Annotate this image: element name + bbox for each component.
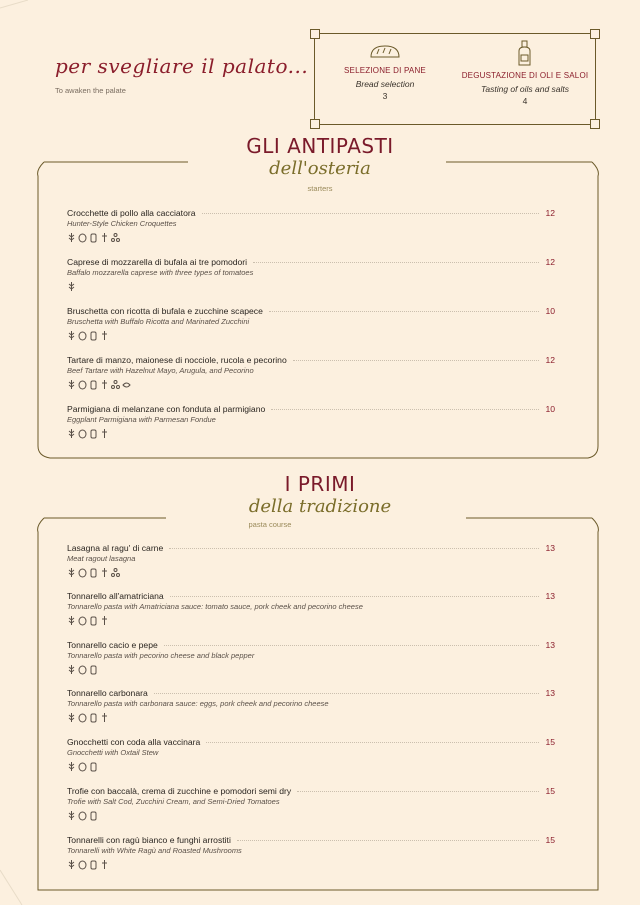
allergen-icons (67, 567, 555, 578)
gluten-icon (67, 761, 76, 772)
item-price: 13 (545, 591, 555, 601)
item-price: 12 (545, 257, 555, 267)
celery-icon (100, 859, 109, 870)
egg-icon (78, 567, 87, 578)
celery-icon (100, 330, 109, 341)
gluten-icon (67, 810, 76, 821)
allergen-icons (67, 810, 555, 821)
leader-dots (253, 262, 539, 263)
milk-icon (89, 232, 98, 243)
leader-dots (269, 311, 539, 312)
item-price: 12 (545, 355, 555, 365)
oil-tasting (455, 34, 595, 106)
allergen-icons (67, 761, 555, 772)
leader-dots (297, 791, 539, 792)
lupin-icon (111, 232, 120, 243)
menu-item (67, 591, 555, 626)
item-price: 10 (545, 306, 555, 316)
celery-icon (100, 379, 109, 390)
item-name: Tartare di manzo, maionese di nocciole, rucola e pecorino (67, 355, 287, 365)
egg-icon (78, 810, 87, 821)
gluten-icon (67, 330, 76, 341)
bread-label: SELEZIONE DI PANE (344, 66, 426, 75)
milk-icon (89, 428, 98, 439)
menu-item (67, 688, 555, 723)
item-name: Trofie con baccalà, crema di zucchine e pomodori semi dry (67, 786, 292, 796)
lupin-icon (111, 567, 120, 578)
bread-desc: Bread selection (355, 79, 415, 89)
lupin-icon (111, 379, 120, 390)
celery-icon (100, 232, 109, 243)
leader-dots (237, 840, 539, 841)
celery-icon (100, 615, 109, 626)
egg-icon (78, 232, 87, 243)
item-desc: Meat ragout lasagna (67, 554, 136, 563)
egg-icon (78, 859, 87, 870)
menu-item (67, 737, 555, 772)
item-desc: Beef Tartare with Hazelnut Mayo, Arugula, and Pecorino (67, 366, 254, 375)
item-desc: Baffalo mozzarella caprese with three types of tomatoes (67, 268, 254, 277)
menu-item (67, 306, 555, 341)
item-price: 13 (545, 543, 555, 553)
milk-icon (89, 859, 98, 870)
antipasti-subtitle: starters (307, 184, 333, 193)
bread-price: 3 (382, 91, 388, 101)
celery-icon (100, 712, 109, 723)
allergen-icons (67, 859, 555, 870)
item-desc: Eggplant Parmigiana with Parmesan Fondue (67, 415, 216, 424)
milk-icon (89, 379, 98, 390)
oil-price: 4 (522, 96, 528, 106)
menu-item (67, 835, 555, 870)
bread-selection (315, 34, 455, 101)
fish-icon (122, 379, 131, 390)
leader-dots (154, 693, 539, 694)
item-desc: Tonnarello pasta with Amatriciana sauce: tomato sauce, pork cheek and pecorino cheese (67, 602, 363, 611)
gluten-icon (67, 428, 76, 439)
menu-item (67, 355, 555, 390)
item-name: Crocchette di pollo alla cacciatora (67, 208, 196, 218)
leader-dots (164, 645, 539, 646)
item-desc: Tonnarello pasta with pecorino cheese and black pepper (67, 651, 255, 660)
gluten-icon (67, 567, 76, 578)
allergen-icons (67, 615, 555, 626)
gluten-icon (67, 712, 76, 723)
item-price: 15 (545, 737, 555, 747)
egg-icon (78, 664, 87, 675)
leader-dots (293, 360, 539, 361)
menu-item (67, 208, 555, 243)
allergen-icons (67, 281, 555, 292)
gluten-icon (67, 664, 76, 675)
oil-bottle-icon (513, 39, 537, 67)
egg-icon (78, 428, 87, 439)
milk-icon (89, 567, 98, 578)
item-name: Tonnarelli con ragù bianco e funghi arrostiti (67, 835, 231, 845)
menu-item (67, 640, 555, 675)
item-price: 13 (545, 688, 555, 698)
menu-item (67, 543, 555, 578)
celery-icon (100, 428, 109, 439)
gluten-icon (67, 281, 76, 292)
item-price: 13 (545, 640, 555, 650)
primi-script: della tradizione (248, 496, 392, 517)
hero-script-title: per svegliare il palato... (55, 54, 309, 78)
item-desc: Tonnarello pasta with carbonara sauce: eggs, pork cheek and pecorino cheese (67, 699, 329, 708)
hero-subtitle: To awaken the palate (55, 86, 126, 95)
allergen-icons (67, 330, 555, 341)
oil-desc: Tasting of oils and salts (480, 84, 570, 94)
item-name: Tonnarello cacio e pepe (67, 640, 158, 650)
gluten-icon (67, 379, 76, 390)
item-desc: Gnocchetti with Oxtail Stew (67, 748, 159, 757)
extras-box (314, 33, 596, 125)
allergen-icons (67, 664, 555, 675)
item-price: 10 (545, 404, 555, 414)
bread-icon (368, 42, 402, 62)
item-name: Caprese di mozzarella di bufala ai tre pomodori (67, 257, 248, 267)
leader-dots (202, 213, 540, 214)
primi-subtitle: pasta course (248, 520, 292, 529)
leader-dots (169, 548, 539, 549)
gluten-icon (67, 232, 76, 243)
egg-icon (78, 615, 87, 626)
menu-item (67, 404, 555, 439)
item-price: 15 (545, 835, 555, 845)
item-desc: Tonnarelli with White Ragù and Roasted Mushrooms (67, 846, 242, 855)
oil-label: DEGUSTAZIONE DI OLI E SALOI (461, 71, 589, 80)
item-price: 15 (545, 786, 555, 796)
milk-icon (89, 330, 98, 341)
leader-dots (206, 742, 539, 743)
item-name: Lasagna al ragu' di carne (67, 543, 164, 553)
allergen-icons (67, 712, 555, 723)
gluten-icon (67, 859, 76, 870)
menu-item (67, 257, 555, 292)
primi-title: I PRIMI (284, 472, 356, 496)
egg-icon (78, 330, 87, 341)
milk-icon (89, 664, 98, 675)
egg-icon (78, 379, 87, 390)
item-desc: Trofie with Salt Cod, Zucchini Cream, and Semi-Dried Tomatoes (67, 797, 280, 806)
item-price: 12 (545, 208, 555, 218)
item-name: Gnocchetti con coda alla vaccinara (67, 737, 201, 747)
item-desc: Bruschetta with Buffalo Ricotta and Marinated Zucchini (67, 317, 250, 326)
milk-icon (89, 761, 98, 772)
item-desc: Hunter-Style Chicken Croquettes (67, 219, 177, 228)
antipasti-title: GLI ANTIPASTI (246, 134, 394, 158)
item-name: Parmigiana di melanzane con fonduta al parmigiano (67, 404, 266, 414)
leader-dots (170, 596, 539, 597)
allergen-icons (67, 232, 555, 243)
allergen-icons (67, 428, 555, 439)
leader-dots (271, 409, 539, 410)
item-name: Bruschetta con ricotta di bufala e zucchine scapece (67, 306, 263, 316)
milk-icon (89, 810, 98, 821)
milk-icon (89, 615, 98, 626)
allergen-icons (67, 379, 555, 390)
item-name: Tonnarello carbonara (67, 688, 148, 698)
egg-icon (78, 712, 87, 723)
corner-ornament (310, 119, 320, 129)
item-name: Tonnarello all'amatriciana (67, 591, 164, 601)
menu-item (67, 786, 555, 821)
milk-icon (89, 712, 98, 723)
celery-icon (100, 567, 109, 578)
egg-icon (78, 761, 87, 772)
corner-ornament (590, 119, 600, 129)
gluten-icon (67, 615, 76, 626)
antipasti-script: dell'osteria (269, 158, 371, 179)
